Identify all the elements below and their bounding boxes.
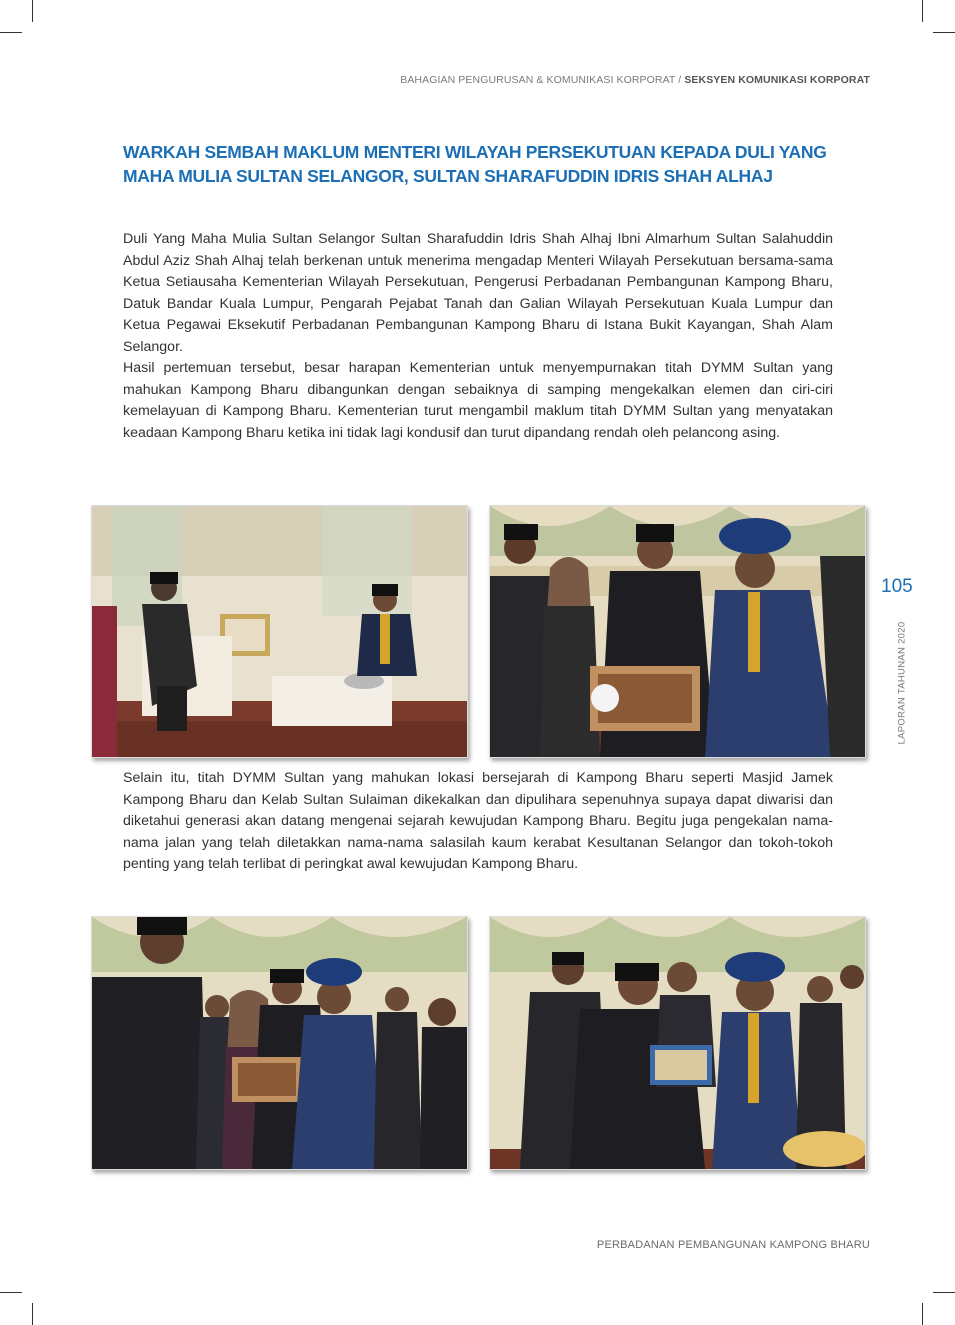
article-paragraph-2: Hasil pertemuan tersebut, besar harapan Kementerian untuk menyempurnakan titah DYMM Sultan yang mahukan Kampong Bharu dibangunkan dengan sebaiknya di samping mengekalkan elemen dan ciri-ciri kemelayuan di Kampong Bharu. Kementerian turut mengambil maklum titah DYMM Sultan yang menyatakan keadaan Kampong Bharu ketika ini tidak lagi kondusif dan turut dipandang rendah oleh pelancong asing. [123,360,833,441]
crop-mark [933,1292,955,1293]
crop-mark [922,0,923,22]
photo-presentation-gift [489,505,866,758]
running-header [400,74,870,86]
photo-group-viewing-gift [91,916,468,1170]
crop-mark [933,32,955,33]
photo-book-presentation [489,916,866,1170]
crop-mark [922,1303,923,1325]
page-number: 105 [881,576,913,597]
article-paragraph-3: Selain itu, titah DYMM Sultan yang mahukan lokasi bersejarah di Kampong Bharu seperti Masjid Jamek Kampong Bharu dan Kelab Sultan Sulaiman dikekalkan dan dipulihara sepenuhnya supaya dapat diwarisi dan diketahui generasi akan datang mengenai sejarah kewujudan Kampong Bharu. Begitu juga pengekalan nama-nama jalan yang telah diletakkan nama-nama salasilah kaum kerabat Kesultanan Selangor dan tokoh-tokoh penting yang telah terlibat di peringkat awal kewujudan Kampong Bharu. [123,770,833,872]
header-section: BAHAGIAN PENGURUSAN & KOMUNIKASI KORPORAT / [400,74,682,86]
crop-mark [32,0,33,22]
article-title: WARKAH SEMBAH MAKLUM MENTERI WILAYAH PERSEKUTUAN KEPADA DULI YANG MAHA MULIA SULTAN SELANGOR, SULTAN SHARAFUDDIN IDRIS SHAH ALHAJ [123,142,827,186]
crop-mark [0,32,22,33]
article-paragraph-1: Duli Yang Maha Mulia Sultan Selangor Sultan Sharafuddin Idris Shah Alhaj Ibni Almarhum Sultan Salahuddin Abdul Aziz Shah Alhaj telah berkenan untuk menerima mengadap Menteri Wilayah Persekutuan bersama-sama Ketua Setiausaha Kementerian Wilayah Persekutuan, Pengerusi Perbadanan Pembangunan Kampong Bharu, Datuk Bandar Kuala Lumpur, Pengarah Pejabat Tanah dan Galian Wilayah Persekutuan Kuala Lumpur dan Ketua Pegawai Eksekutif Perbadanan Pembangunan Kampong Bharu di Istana Bukit Kayangan, Shah Alam Selangor. [123,231,833,355]
running-footer: PERBADANAN PEMBANGUNAN KAMPONG BHARU [596,1239,870,1251]
photo-audience-seated [91,505,468,758]
crop-mark [0,1292,22,1293]
report-label: LAPORAN TAHUNAN 2020 [896,621,908,745]
report-label-vertical [895,608,909,758]
crop-mark [32,1303,33,1325]
header-subsection: SEKSYEN KOMUNIKASI KORPORAT [684,74,870,86]
